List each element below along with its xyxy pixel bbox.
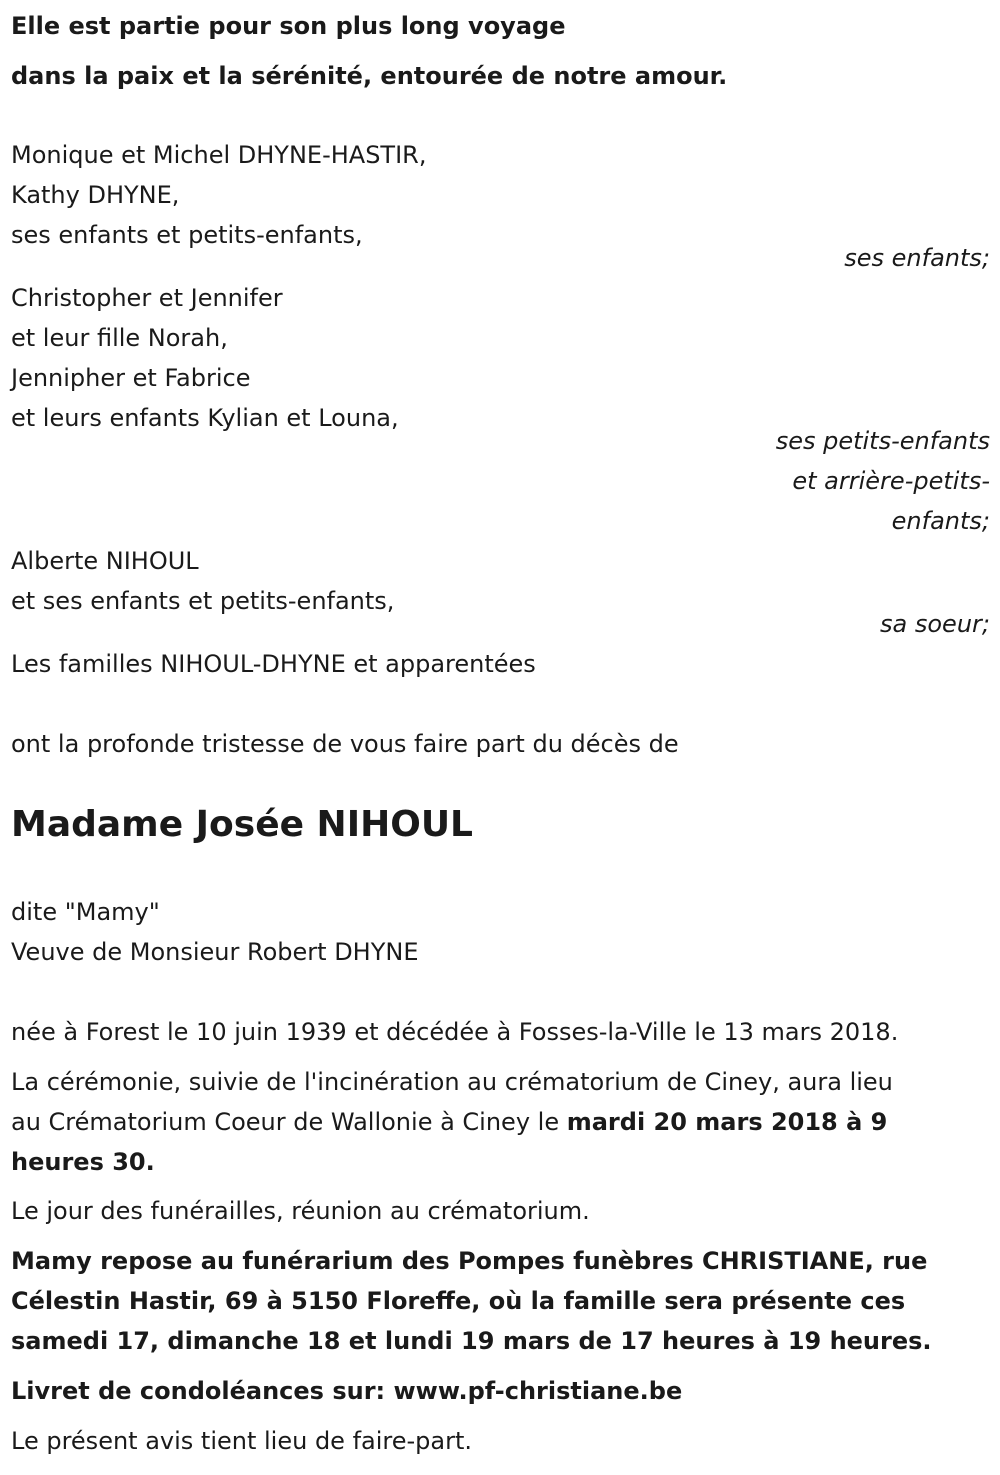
grandchildren-role-1: ses petits-enfants (775, 427, 990, 455)
deceased-widow: Veuve de Monsieur Robert DHYNE (11, 938, 419, 966)
meeting-line: Le jour des funérailles, réunion au crématorium. (11, 1197, 590, 1225)
grandchildren-line-2: et leur fille Norah, (11, 324, 228, 352)
intro-line-1: Elle est partie pour son plus long voyage (11, 12, 566, 40)
ceremony-line-2 (11, 1102, 887, 1142)
ceremony-date: mardi 20 mars 2018 à 9 (566, 1108, 888, 1136)
rest-line-1: Mamy repose au funérarium des Pompes funèbres CHRISTIANE, rue (11, 1247, 928, 1275)
intro-line-2: dans la paix et la sérénité, entourée de notre amour. (11, 62, 728, 90)
ceremony-line-1: La cérémonie, suivie de l'incinération au crématorium de Ciney, aura lieu (11, 1068, 893, 1096)
rest-line-3: samedi 17, dimanche 18 et lundi 19 mars de 17 heures à 19 heures. (11, 1327, 932, 1355)
closing-line: Le présent avis tient lieu de faire-part. (11, 1427, 473, 1455)
rest-line-2: Célestin Hastir, 69 à 5150 Floreffe, où la famille sera présente ces (11, 1287, 906, 1315)
children-role: ses enfants; (844, 244, 990, 272)
ceremony-line-3: heures 30. (11, 1148, 155, 1176)
sister-line-2: et ses enfants et petits-enfants, (11, 587, 395, 615)
grandchildren-line-4: et leurs enfants Kylian et Louna, (11, 404, 399, 432)
grandchildren-line-1: Christopher et Jennifer (11, 284, 283, 312)
ceremony-location: au Crématorium Coeur de Wallonie à Ciney le (11, 1108, 567, 1136)
children-line-2: Kathy DHYNE, (11, 181, 180, 209)
children-line-3: ses enfants et petits-enfants, (11, 221, 363, 249)
deceased-name: Madame Josée NIHOUL (11, 804, 473, 845)
deceased-nickname: dite "Mamy" (11, 898, 160, 926)
announcement-line: ont la profonde tristesse de vous faire part du décès de (11, 730, 679, 758)
birth-death-line: née à Forest le 10 juin 1939 et décédée à Fosses-la-Ville le 13 mars 2018. (11, 1018, 899, 1046)
families-line: Les familles NIHOUL-DHYNE et apparentées (11, 650, 536, 678)
grandchildren-line-3: Jennipher et Fabrice (11, 364, 251, 392)
children-line-1: Monique et Michel DHYNE-HASTIR, (11, 141, 427, 169)
sister-role: sa soeur; (880, 610, 990, 638)
grandchildren-role-3: enfants; (891, 507, 990, 535)
condolences-line: Livret de condoléances sur: www.pf-christiane.be (11, 1377, 683, 1405)
grandchildren-role-2: et arrière-petits- (792, 467, 990, 495)
sister-line-1: Alberte NIHOUL (11, 547, 199, 575)
